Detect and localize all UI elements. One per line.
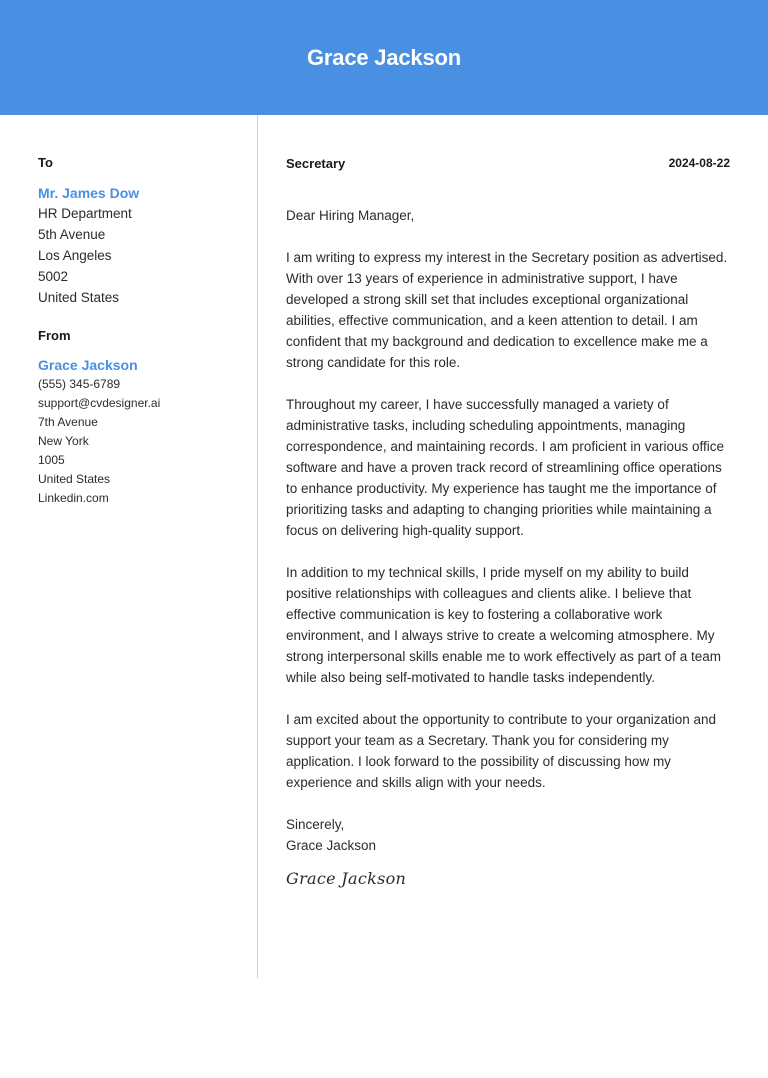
- sidebar: [38, 154, 248, 508]
- recipient-postal-code: 5002: [38, 269, 69, 284]
- recipient-city: Los Angeles: [38, 248, 112, 263]
- recipient-country: United States: [38, 290, 120, 305]
- sender-email: support@cvdesigner.ai: [38, 396, 161, 410]
- sender-name: Grace Jackson: [38, 357, 138, 373]
- job-title: Secretary: [286, 155, 346, 171]
- letter-body: [286, 154, 730, 888]
- recipient-name: Mr. James Dow: [38, 185, 140, 201]
- paragraph-2: Throughout my career, I have successfully managed a variety of administrative tasks, including scheduling appointments, managing correspondence, and maintaining records. I am proficient in various office software and have a proven track record of streamlining office operations to enhance productivity. My experience has taught me the importance of prioritizing tasks and adapting to changing priorities while maintaining a focus on delivering high-quality support.: [286, 397, 724, 538]
- signature: Grace Jackson: [286, 869, 407, 888]
- closing-name: Grace Jackson: [286, 838, 377, 853]
- column-divider: [257, 115, 258, 978]
- header-name: Grace Jackson: [307, 44, 461, 70]
- recipient-street: 5th Avenue: [38, 227, 106, 242]
- from-label: From: [38, 328, 71, 343]
- header-banner: [0, 0, 768, 115]
- closing: Sincerely,: [286, 817, 345, 832]
- sender-postal-code: 1005: [38, 453, 65, 467]
- letter-date: 2024-08-22: [668, 156, 730, 170]
- sender-phone: (555) 345-6789: [38, 377, 121, 391]
- sender-city: New York: [38, 434, 89, 448]
- paragraph-3: In addition to my technical skills, I pride myself on my ability to build positive relationships with colleagues and clients alike. I believe that effective communication is key to fostering a collaborative work environment, and I always strive to create a welcoming atmosphere. My strong interpersonal skills enable me to work effectively as part of a team while also being self-motivated to handle tasks independently.: [286, 565, 721, 685]
- to-label: To: [38, 155, 53, 170]
- salutation: Dear Hiring Manager,: [286, 208, 415, 223]
- sender-linkedin: Linkedin.com: [38, 491, 109, 505]
- sender-street: 7th Avenue: [38, 415, 98, 429]
- sender-country: United States: [38, 472, 111, 486]
- paragraph-1: I am writing to express my interest in the Secretary position as advertised. With over 13 years of experience in administrative support, I have developed a strong skill set that includes exceptional organizational abilities, effective communication, and a keen attention to detail. I am confident that my background and dedication to excellence make me a strong candidate for this role.: [286, 250, 728, 370]
- letter-topline: [286, 154, 730, 172]
- paragraph-4: I am excited about the opportunity to contribute to your organization and support your team as a Secretary. Thank you for considering my application. I look forward to the possibility of discussing how my experience and skills align with your needs.: [286, 712, 717, 790]
- recipient-department: HR Department: [38, 206, 132, 221]
